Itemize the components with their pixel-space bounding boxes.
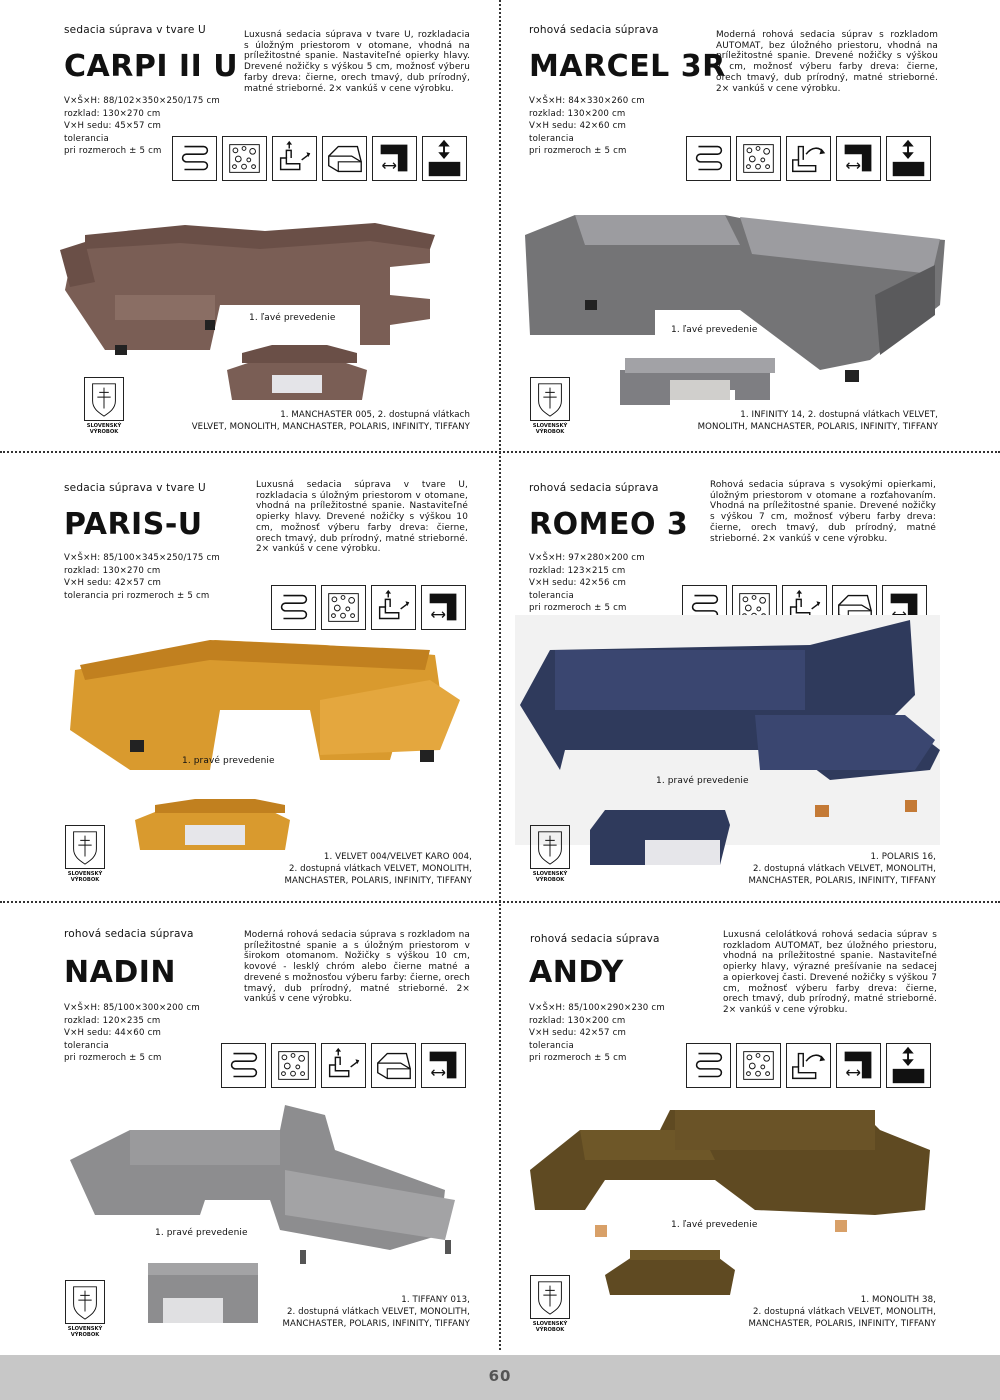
product-description: Moderná rohová sedacia súprav s rozkladom AUTOMAT, bez úložného priestoru, vhodná na príležitostné spanie. Drevené nožičky s výškou 7 cm, možnosť výberu farby dreva: čierne, orech tmavý, dub prírodný, matné strieborné. 2× vankúš v cene výrobku. <box>716 30 938 94</box>
page-footer <box>0 1355 1000 1400</box>
feature-icons <box>686 136 931 181</box>
height-icon <box>886 1043 931 1088</box>
storage-icon <box>322 136 367 181</box>
fabric-info: 1. MONOLITH 38, 2. dostupná vlátkach VELVET, MONOLITH, MANCHASTER, POLARIS, INFINITY, TIFFANY <box>748 1295 936 1329</box>
spec-bed: rozklad: 130×270 cm <box>64 108 161 119</box>
product-subtitle: rohová sedacia súprava <box>64 928 194 940</box>
slovak-product-emblem: SLOVENSKÝ VÝROBOK <box>529 377 571 437</box>
slovak-product-emblem: SLOVENSKÝ VÝROBOK <box>529 1275 571 1335</box>
corner-icon <box>372 136 417 181</box>
product-card-paris <box>0 450 500 900</box>
corner-icon <box>836 1043 881 1088</box>
product-card-romeo <box>500 450 1000 900</box>
fabric-info: 1. TIFFANY 013, 2. dostupná vlátkach VELVET, MONOLITH, MANCHASTER, POLARIS, INFINITY, TIFFANY <box>282 1295 470 1329</box>
feature-icons <box>221 1043 466 1088</box>
product-specs: V×Š×H: 97×280×200 cm rozklad: 123×215 cm V×H sedu: 42×56 cm tolerancia pri rozmeroch ± 5 cm <box>529 553 645 613</box>
product-description: Luxusná sedacia súprava v tvare U, rozkladacia s úložným priestorom v otomane, vhodná na príležitostné spanie. Nastaviteľné opierky hlavy. Drevené nožičky s výškou 5 cm, možnosť výberu farby dreva: čierne, orech tmavý, dub prírodný, matné strieborné. 2× vankúš v cene výrobku. <box>244 30 470 94</box>
product-subtitle: sedacia súprava v tvare U <box>64 24 206 36</box>
product-subtitle: rohová sedacia súprava <box>529 24 659 36</box>
product-specs: V×Š×H: 85/100×300×200 cm rozklad: 120×235 cm V×H sedu: 44×60 cm tolerancia pri rozmeroch ± 5 cm <box>64 1003 200 1063</box>
automat-icon <box>786 1043 831 1088</box>
spec-tolerance-2: pri rozmeroch ± 5 cm <box>64 146 162 156</box>
product-description: Rohová sedacia súprava s vysokými opierkami, úložným priestorom v otomane a rozťahovaním. Vhodná na príležitostné spanie. Drevené nožičky s výškou 7 cm, možnosť výberu farby dreva: čierne, orech tmavý, dub prírodný, matné strieborné. 2× vankúš v cene výrobku. <box>710 480 936 544</box>
height-icon <box>886 136 931 181</box>
product-photo-open <box>615 350 780 415</box>
product-title: NADIN <box>64 955 176 990</box>
product-card-nadin <box>0 900 500 1350</box>
product-specs: V×Š×H: 84×330×260 cm rozklad: 130×200 cm V×H sedu: 42×60 cm tolerancia pri rozmeroch ± 5 cm <box>529 96 645 156</box>
spec-tolerance: tolerancia <box>64 133 109 144</box>
fabric-info: 1. VELVET 004/VELVET KARO 004, 2. dostupná vlátkach VELVET, MONOLITH, MANCHASTER, POLARIS, INFINITY, TIFFANY <box>284 852 472 886</box>
variant-label: 1. pravé prevedenie <box>155 1228 248 1238</box>
feature-icons <box>686 1043 931 1088</box>
height-icon <box>422 136 467 181</box>
fabric-info: 1. POLARIS 16, 2. dostupná vlátkach VELVET, MONOLITH, MANCHASTER, POLARIS, INFINITY, TIFFANY <box>748 852 936 886</box>
product-photo-open <box>130 795 295 860</box>
headrest-icon <box>272 136 317 181</box>
feature-icons <box>172 136 467 181</box>
product-subtitle: rohová sedacia súprava <box>529 482 659 494</box>
product-subtitle: sedacia súprava v tvare U <box>64 482 206 494</box>
product-description: Luxusná sedacia súprava v tvare U, rozkladacia s úložným priestorom v otomane, vhodná na príležitostné spanie. Nastaviteľné opierky hlavy. Drevené nožičky s výškou 10 cm, možnosť výberu farby dreva: čierne, orech tmavý, dub prírodný, matné strieborné. 2× vankúš v cene výrobku. <box>256 480 468 555</box>
spring-icon <box>172 136 217 181</box>
spec-dimensions: V×Š×H: 88/102×350×250/175 cm <box>64 96 220 106</box>
automat-icon <box>786 136 831 181</box>
corner-icon <box>421 1043 466 1088</box>
variant-label: 1. ľavé prevedenie <box>671 1220 758 1230</box>
product-photo-main <box>60 620 465 810</box>
product-specs: V×Š×H: 85/100×290×230 cm rozklad: 130×200 cm V×H sedu: 42×57 cm tolerancia pri rozmeroch ± 5 cm <box>529 1003 665 1063</box>
foam-icon <box>222 136 267 181</box>
product-subtitle: rohová sedacia súprava <box>530 933 660 945</box>
foam-icon <box>271 1043 316 1088</box>
product-card-carpi <box>0 0 500 450</box>
slovak-product-emblem: SLOVENSKÝ VÝROBOK <box>64 1280 106 1340</box>
variant-label: 1. ľavé prevedenie <box>249 313 336 323</box>
product-photo-main <box>65 1100 470 1270</box>
slovak-product-emblem: SLOVENSKÝ VÝROBOK <box>64 825 106 885</box>
product-title: ROMEO 3 <box>529 507 689 542</box>
foam-icon <box>736 136 781 181</box>
spec-seat: V×H sedu: 45×57 cm <box>64 121 162 131</box>
product-title: ANDY <box>529 955 624 990</box>
slovak-product-emblem: SLOVENSKÝ VÝROBOK <box>529 825 571 885</box>
slovak-product-emblem: SLOVENSKÝ VÝROBOK <box>83 377 125 437</box>
spring-icon <box>221 1043 266 1088</box>
product-description: Luxusná celolátková rohová sedacia súprav s rozkladom AUTOMAT, bez úložného priestoru, vhodná na príležitostné spanie. Nastaviteľné opierky hlavy, výrazné prešívanie na sedacej a opierkovej časti. Drevené nožičky s výškou 7 cm, možnosť výberu farby dreva: čierne, orech tmavý, dub prírodný, matné strieborné. 2× vankúš v cene výrobku. <box>723 930 937 1015</box>
headrest-icon <box>321 1043 366 1088</box>
product-specs: V×Š×H: 85/100×345×250/175 cm rozklad: 130×270 cm V×H sedu: 42×57 cm tolerancia pri rozmeroch ± 5 cm <box>64 553 220 601</box>
storage-icon <box>371 1043 416 1088</box>
product-photo-main <box>525 1100 935 1240</box>
page-number: 60 <box>488 1367 512 1385</box>
fabric-info: 1. INFINITY 14, 2. dostupná vlátkach VELVET, MONOLITH, MANCHASTER, POLARIS, INFINITY, TIFFANY <box>697 410 938 432</box>
product-card-marcel <box>500 0 1000 450</box>
corner-icon <box>836 136 881 181</box>
variant-label: 1. pravé prevedenie <box>182 756 275 766</box>
product-title: PARIS-U <box>64 507 203 542</box>
spring-icon <box>686 136 731 181</box>
product-title: CARPI II U <box>64 49 239 84</box>
variant-label: 1. ľavé prevedenie <box>671 325 758 335</box>
product-description: Moderná rohová sedacia súprava s rozkladom na príležitostné spanie a s úložným priestorom v širokom otomanom. Nožičky s výškou 10 cm, kovové - lesklý chróm alebo čierne matné a drevené s možnosťou výberu farby: čierne, orech tmavý, dub prírodný, matné strieborné. 2× vankúš v cene výrobku. <box>244 930 470 1005</box>
product-photo-open <box>222 335 372 410</box>
spring-icon <box>686 1043 731 1088</box>
variant-label: 1. pravé prevedenie <box>656 776 749 786</box>
product-title: MARCEL 3R <box>529 49 726 84</box>
foam-icon <box>736 1043 781 1088</box>
fabric-info: 1. MANCHASTER 005, 2. dostupná vlátkach VELVET, MONOLITH, MANCHASTER, POLARIS, INFINITY, TIFFANY <box>191 410 470 432</box>
product-card-andy <box>500 900 1000 1350</box>
